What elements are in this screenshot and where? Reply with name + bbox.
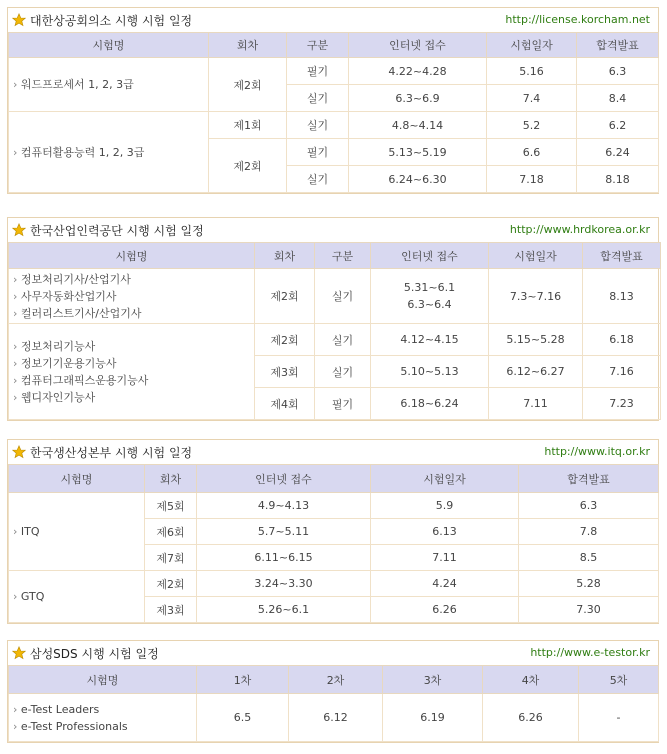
type-cell: 실기 — [315, 356, 371, 388]
exam-name: › e-Test Professionals — [13, 718, 196, 735]
registration-cell: 4.9~4.13 — [197, 493, 371, 519]
exam-date-cell: 5.16 — [487, 58, 577, 85]
round-cell: 제2회 — [145, 571, 197, 597]
registration-cell: 4.12~4.15 — [371, 324, 489, 356]
col-header: 인터넷 접수 — [197, 465, 371, 493]
star-icon — [12, 223, 26, 237]
exam-date-cell: 5.2 — [487, 112, 577, 139]
star-icon — [12, 445, 26, 459]
result-date-cell: 6.24 — [577, 139, 659, 166]
exam-date-cell: 6.26 — [371, 597, 519, 623]
registration-cell: 4.8~4.14 — [349, 112, 487, 139]
registration-cell: 6.24~6.30 — [349, 166, 487, 193]
col-header: 2차 — [289, 666, 383, 694]
exam-date-cell: 7.4 — [487, 85, 577, 112]
col-header: 1차 — [197, 666, 289, 694]
registration-cell: 6.11~6.15 — [197, 545, 371, 571]
result-date-cell: 6.3 — [577, 58, 659, 85]
round-cell: 제4회 — [255, 388, 315, 420]
result-date-cell: 6.18 — [583, 324, 661, 356]
col-header: 시험명 — [9, 666, 197, 694]
col-header: 인터넷 접수 — [349, 33, 487, 58]
type-cell: 실기 — [315, 324, 371, 356]
table-header-row — [9, 33, 659, 58]
type-cell: 실기 — [287, 166, 349, 193]
exam-date-cell: 7.11 — [371, 545, 519, 571]
exam-name-cell — [9, 571, 145, 623]
result-date-cell: 6.3 — [519, 493, 659, 519]
result-date-cell: 5.28 — [519, 571, 659, 597]
table-row — [9, 694, 659, 742]
col-header: 합격발표 — [577, 33, 659, 58]
col-header: 회차 — [145, 465, 197, 493]
type-cell: 필기 — [287, 139, 349, 166]
result-date-cell: 7.23 — [583, 388, 661, 420]
section-header — [8, 641, 658, 665]
schedule-table — [8, 32, 659, 193]
result-date-cell: 8.4 — [577, 85, 659, 112]
result-date-cell: 7.30 — [519, 597, 659, 623]
section-url[interactable]: http://www.hrdkorea.or.kr — [509, 223, 650, 236]
section-title: 한국생산성본부 시행 시험 일정 — [30, 446, 193, 460]
table-header-row — [9, 666, 659, 694]
exam-name: › 정보처리기사/산업기사 — [13, 271, 254, 288]
col-header: 시험명 — [9, 465, 145, 493]
exam-date-cell: 7.3~7.16 — [489, 269, 583, 324]
table-header-row — [9, 243, 661, 269]
result-date-cell: 7.8 — [519, 519, 659, 545]
table-row — [9, 112, 659, 139]
col-header: 4차 — [483, 666, 579, 694]
result-date-cell: 8.18 — [577, 166, 659, 193]
section-header — [8, 218, 658, 242]
section-header — [8, 440, 658, 464]
type-cell: 실기 — [315, 269, 371, 324]
schedule-table — [8, 464, 659, 623]
type-cell: 실기 — [287, 112, 349, 139]
exam-name: › 컴퓨터그래픽스운용기능사 — [13, 372, 254, 389]
col-header: 합격발표 — [519, 465, 659, 493]
registration-cell: 5.31~6.1 6.3~6.4 — [371, 269, 489, 324]
registration-cell: 5.26~6.1 — [197, 597, 371, 623]
exam-name: › 웹디자인기능사 — [13, 389, 254, 406]
exam-name: › e-Test Leaders — [13, 701, 196, 718]
round-cell: 제2회 — [255, 324, 315, 356]
schedule-table — [8, 665, 659, 742]
round-date-cell: 6.19 — [383, 694, 483, 742]
col-header: 시험일자 — [487, 33, 577, 58]
sds-schedule-section — [7, 640, 659, 743]
exam-name: › 사무자동화산업기사 — [13, 288, 254, 305]
round-date-cell: 6.26 — [483, 694, 579, 742]
exam-date-cell: 6.6 — [487, 139, 577, 166]
result-date-cell: 6.2 — [577, 112, 659, 139]
star-icon — [12, 646, 26, 660]
table-row — [9, 571, 659, 597]
round-cell: 제2회 — [209, 58, 287, 112]
itq-schedule-section — [7, 439, 659, 624]
round-cell: 제7회 — [145, 545, 197, 571]
section-url[interactable]: http://license.korcham.net — [505, 13, 650, 26]
registration-cell: 3.24~3.30 — [197, 571, 371, 597]
registration-cell: 6.3~6.9 — [349, 85, 487, 112]
result-date-cell: 7.16 — [583, 356, 661, 388]
result-date-cell: 8.13 — [583, 269, 661, 324]
section-title: 삼성SDS 시행 시험 일정 — [30, 647, 159, 661]
round-cell: 제5회 — [145, 493, 197, 519]
section-title: 대한상공회의소 시행 시험 일정 — [30, 14, 193, 28]
exam-date-cell: 5.9 — [371, 493, 519, 519]
col-header: 시험명 — [9, 33, 209, 58]
registration-cell: 6.18~6.24 — [371, 388, 489, 420]
col-header: 3차 — [383, 666, 483, 694]
table-header-row — [9, 465, 659, 493]
col-header: 구분 — [315, 243, 371, 269]
round-cell: 제1회 — [209, 112, 287, 139]
star-icon — [12, 13, 26, 27]
type-cell: 필기 — [287, 58, 349, 85]
exam-date-cell: 5.15~5.28 — [489, 324, 583, 356]
result-date-cell: 8.5 — [519, 545, 659, 571]
col-header: 시험명 — [9, 243, 255, 269]
section-title: 한국산업인력공단 시행 시험 일정 — [30, 224, 204, 238]
exam-name-cell — [9, 324, 255, 420]
table-row — [9, 493, 659, 519]
registration-cell: 5.7~5.11 — [197, 519, 371, 545]
col-header: 회차 — [209, 33, 287, 58]
registration-cell: 5.13~5.19 — [349, 139, 487, 166]
round-date-cell: - — [579, 694, 659, 742]
exam-name: › 워드프로세서 1, 2, 3급 — [13, 76, 208, 93]
exam-date-cell: 7.11 — [489, 388, 583, 420]
col-header: 시험일자 — [489, 243, 583, 269]
exam-name: › 정보처리기능사 — [13, 338, 254, 355]
exam-date-cell: 6.12~6.27 — [489, 356, 583, 388]
schedule-table — [8, 242, 661, 420]
round-cell: 제6회 — [145, 519, 197, 545]
col-header: 구분 — [287, 33, 349, 58]
exam-date-cell: 4.24 — [371, 571, 519, 597]
registration-cell: 4.22~4.28 — [349, 58, 487, 85]
registration-cell: 5.10~5.13 — [371, 356, 489, 388]
table-row — [9, 269, 661, 324]
round-cell: 제3회 — [255, 356, 315, 388]
exam-name: › GTQ — [13, 588, 144, 605]
exam-name: › 컬러리스트기사/산업기사 — [13, 305, 254, 322]
round-cell: 제2회 — [255, 269, 315, 324]
round-date-cell: 6.12 — [289, 694, 383, 742]
round-cell: 제3회 — [145, 597, 197, 623]
exam-name: › 컴퓨터활용능력 1, 2, 3급 — [13, 144, 208, 161]
exam-name-cell — [9, 58, 209, 112]
section-url[interactable]: http://www.itq.or.kr — [544, 445, 650, 458]
section-header — [8, 8, 658, 32]
exam-name-cell — [9, 269, 255, 324]
korcham-schedule-section — [7, 7, 659, 194]
col-header: 시험일자 — [371, 465, 519, 493]
round-date-cell: 6.5 — [197, 694, 289, 742]
col-header: 회차 — [255, 243, 315, 269]
col-header: 인터넷 접수 — [371, 243, 489, 269]
exam-name-cell — [9, 493, 145, 571]
table-row — [9, 58, 659, 85]
type-cell: 실기 — [287, 85, 349, 112]
exam-date-cell: 6.13 — [371, 519, 519, 545]
type-cell: 필기 — [315, 388, 371, 420]
hrdkorea-schedule-section — [7, 217, 659, 421]
col-header: 5차 — [579, 666, 659, 694]
exam-name-cell — [9, 694, 197, 742]
section-url[interactable]: http://www.e-testor.kr — [530, 646, 650, 659]
exam-name: › ITQ — [13, 523, 144, 540]
exam-name-cell — [9, 112, 209, 193]
round-cell: 제2회 — [209, 139, 287, 193]
table-row — [9, 324, 661, 356]
col-header: 합격발표 — [583, 243, 661, 269]
exam-name: › 정보기기운용기능사 — [13, 355, 254, 372]
exam-date-cell: 7.18 — [487, 166, 577, 193]
